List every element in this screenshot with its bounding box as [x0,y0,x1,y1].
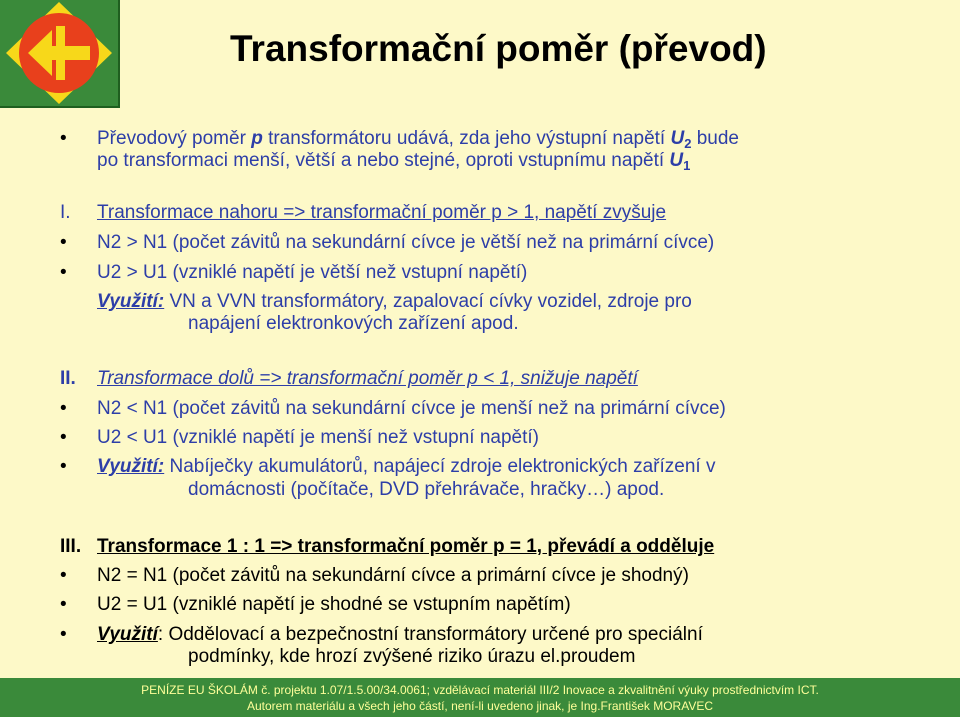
intro-u1-sub: 1 [683,158,691,173]
bullet-icon: • [60,232,67,253]
intro-line-1 [97,128,739,150]
usage-text: VN a VVN transformátory, zapalovací cívky vozidel, zdroje pro [164,291,692,312]
intro-text: Převodový poměr [97,128,252,149]
page-title: Transformační poměr (převod) [230,28,767,69]
usage-text: : Oddělovací a bezpečnostní transformátory určené pro speciální [157,624,703,645]
intro-u2: U [670,128,685,149]
intro-text: po transformaci menší, větší a nebo stejné, oproti vstupnímu napětí [97,150,670,171]
section1-heading: Transformace nahoru => transformační poměr p > 1, napětí zvyšuje [97,202,667,223]
section2-usage-2: domácnosti (počítače, DVD přehrávače, hračky…) apod. [188,479,665,500]
intro-text: transformátoru udává, zda jeho výstupní napětí [262,128,671,149]
intro-p: p [251,128,263,149]
intro-line-2 [97,150,690,172]
section3-heading: Transformace 1 : 1 => transformační poměr p = 1, převádí a odděluje [97,536,715,557]
school-logo [0,0,120,108]
section1-usage [97,291,692,313]
section3-item-2: U2 = U1 (vzniklé napětí je shodné se vstupním napětím) [97,594,571,615]
section3-numeral: III. [60,536,82,557]
section1-item-2: U2 > U1 (vzniklé napětí je větší než vstupní napětí) [97,262,528,283]
usage-label: Využití [97,624,158,645]
footer [0,678,960,717]
bullet-icon: • [60,624,67,645]
usage-label: Využití: [97,456,165,477]
bullet-icon: • [60,565,67,586]
section1-usage-2: napájení elektronkových zařízení apod. [188,313,519,334]
section1-numeral: I. [60,202,71,223]
school-logo-icon [0,0,118,106]
section1-item-1: N2 > N1 (počet závitů na sekundární cívce je větší než na primární cívce) [97,232,715,253]
bullet-icon: • [60,128,67,149]
section2-heading: Transformace dolů => transformační poměr p < 1, snižuje napětí [97,368,638,389]
section2-item-1: N2 < N1 (počet závitů na sekundární cívce je menší než na primární cívce) [97,398,726,419]
footer-line-2: Autorem materiálu a všech jeho částí, není-li uvedeno jinak, je Ing.František MORAVEC [247,699,713,713]
intro-u1: U [669,150,684,171]
bullet-icon: • [60,398,67,419]
bullet-icon: • [60,594,67,615]
section2-numeral: II. [60,368,76,389]
section2-item-2: U2 < U1 (vzniklé napětí je menší než vstupní napětí) [97,427,539,448]
section2-usage [97,456,715,478]
bullet-icon: • [60,262,67,283]
section3-usage-2: podmínky, kde hrozí zvýšené riziko úrazu el.proudem [188,646,636,667]
bullet-icon: • [60,427,67,448]
bullet-icon: • [60,456,67,477]
footer-line-1: PENÍZE EU ŠKOLÁM č. projektu 1.07/1.5.00/34.0061; vzdělávací materiál III/2 Inovace a zkvalitnění výuky prostřednictvím ICT. [141,683,819,697]
intro-u2-sub: 2 [684,136,692,151]
usage-label: Využití: [97,291,165,312]
section3-item-1: N2 = N1 (počet závitů na sekundární cívce a primární cívce je shodný) [97,565,689,586]
intro-text: bude [691,128,739,149]
usage-text: Nabíječky akumulátorů, napájecí zdroje elektronických zařízení v [164,456,716,477]
section3-usage [97,624,703,646]
